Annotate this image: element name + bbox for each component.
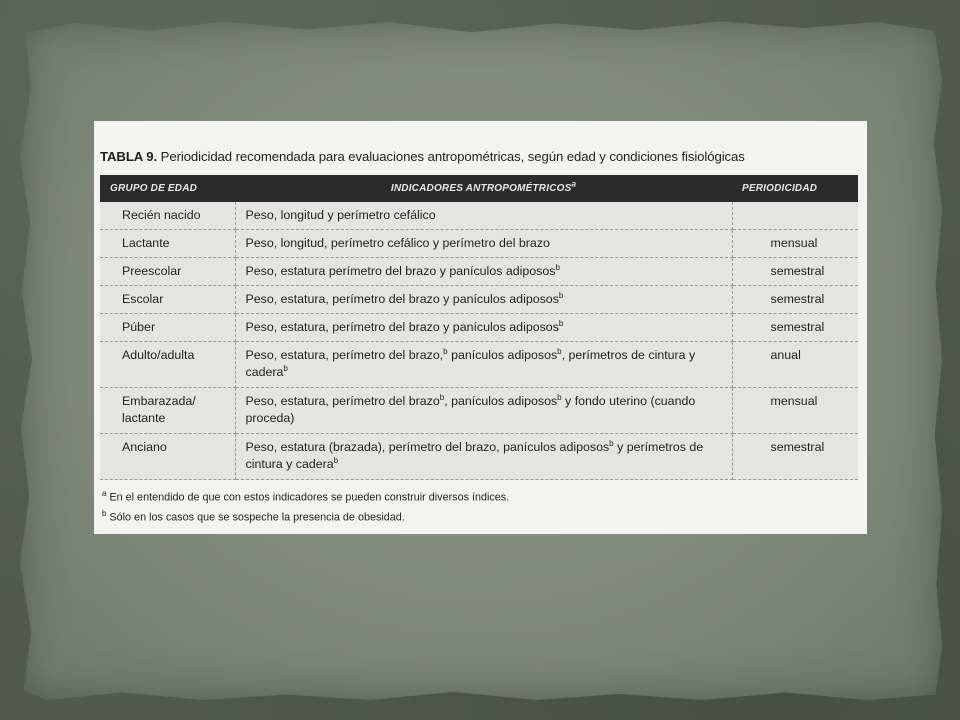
row-periodicity: mensual [732, 388, 858, 434]
row-indicators-text: , perímetros de cintura y cadera [245, 348, 696, 379]
table-row [100, 202, 858, 230]
footnote-mark: a [102, 489, 107, 498]
row-indicators [235, 388, 732, 434]
row-age-group: Recién nacido [100, 202, 235, 230]
row-indicators-text: Peso, estatura, perímetro del brazo y panículos adiposos [245, 320, 559, 334]
table-header-row [100, 175, 858, 202]
footnote-mark: b [443, 346, 448, 356]
header-indicators-mark: a [571, 179, 577, 189]
table-row [100, 286, 858, 314]
header-age-group: GRUPO DE EDAD [100, 175, 235, 202]
row-indicators-text: Peso, estatura, perímetro del brazo y panículos adiposos [245, 292, 559, 306]
row-age-group: Anciano [100, 434, 235, 480]
row-indicators [235, 258, 732, 286]
row-periodicity: semestral [732, 286, 858, 314]
table-row [100, 434, 858, 480]
table-title-number: TABLA 9. [100, 149, 158, 164]
row-periodicity: semestral [732, 258, 858, 286]
row-indicators-text: , panículos adiposos [444, 394, 558, 408]
row-age-group: Adulto/adulta [100, 342, 235, 388]
table-row [100, 230, 858, 258]
row-indicators: Peso, longitud y perímetro cefálico [235, 202, 732, 230]
header-indicators-label: INDICADORES ANTROPOMÉTRICOS [390, 183, 572, 194]
row-indicators [235, 314, 732, 342]
footnote-mark: b [333, 455, 339, 465]
footnote-mark: b [558, 290, 564, 300]
row-periodicity: mensual [732, 230, 858, 258]
anthropometric-table [100, 175, 858, 480]
row-indicators-text: panículos adiposos [447, 348, 558, 362]
row-indicators [235, 286, 732, 314]
row-periodicity: semestral [732, 314, 858, 342]
row-indicators-text: Peso, estatura, perímetro del brazo [245, 394, 440, 408]
footnote-text: Sólo en los casos que se sospeche la presencia de obesidad. [106, 511, 405, 524]
table-footnotes [100, 486, 858, 525]
footnote-mark: b [557, 346, 562, 356]
table-row [100, 342, 858, 388]
table-row [100, 258, 858, 286]
row-periodicity: anual [732, 342, 858, 388]
footnote-item [102, 506, 858, 526]
footnote-mark: b [102, 508, 107, 518]
footnote-mark: b [609, 438, 614, 448]
row-indicators-text: y fondo uterino (cuando proceda) [245, 394, 696, 425]
row-indicators [235, 342, 732, 388]
table-row [100, 314, 858, 342]
row-age-group: Púber [100, 314, 235, 342]
scanned-table-image [94, 121, 867, 534]
footnote-mark: b [557, 392, 562, 402]
table-title [100, 149, 858, 164]
footnote-mark: b [555, 262, 560, 272]
footnote-text: En el entendido de que con estos indicadores se pueden construir diversos índices. [106, 491, 510, 504]
row-indicators-text: Peso, estatura perímetro del brazo y panículos adiposos [245, 264, 556, 278]
row-indicators-text: Peso, estatura (brazada), perímetro del brazo, panículos adiposos [245, 440, 610, 454]
row-age-group: Escolar [100, 286, 235, 314]
row-age-group: Embarazada/ lactante [100, 388, 235, 434]
row-indicators-text: y perímetros de cintura y cadera [245, 440, 704, 471]
footnote-mark: b [558, 318, 564, 328]
row-indicators [235, 434, 732, 480]
row-age-group: Preescolar [100, 258, 235, 286]
header-periodicity: PERIODICIDAD [732, 175, 858, 202]
footnote-mark: b [283, 363, 288, 373]
footnote-mark: b [439, 392, 445, 402]
row-indicators-text: Peso, estatura, perímetro del brazo, [245, 348, 444, 362]
header-indicators [235, 175, 732, 202]
row-periodicity [732, 202, 858, 230]
footnote-item [102, 486, 858, 506]
table-row [100, 388, 858, 434]
table-title-text: Periodicidad recomendada para evaluaciones antropométricas, según edad y condiciones fisiológicas [157, 149, 745, 164]
row-indicators: Peso, longitud, perímetro cefálico y perímetro del brazo [235, 230, 732, 258]
row-age-group: Lactante [100, 230, 235, 258]
row-periodicity: semestral [732, 434, 858, 480]
